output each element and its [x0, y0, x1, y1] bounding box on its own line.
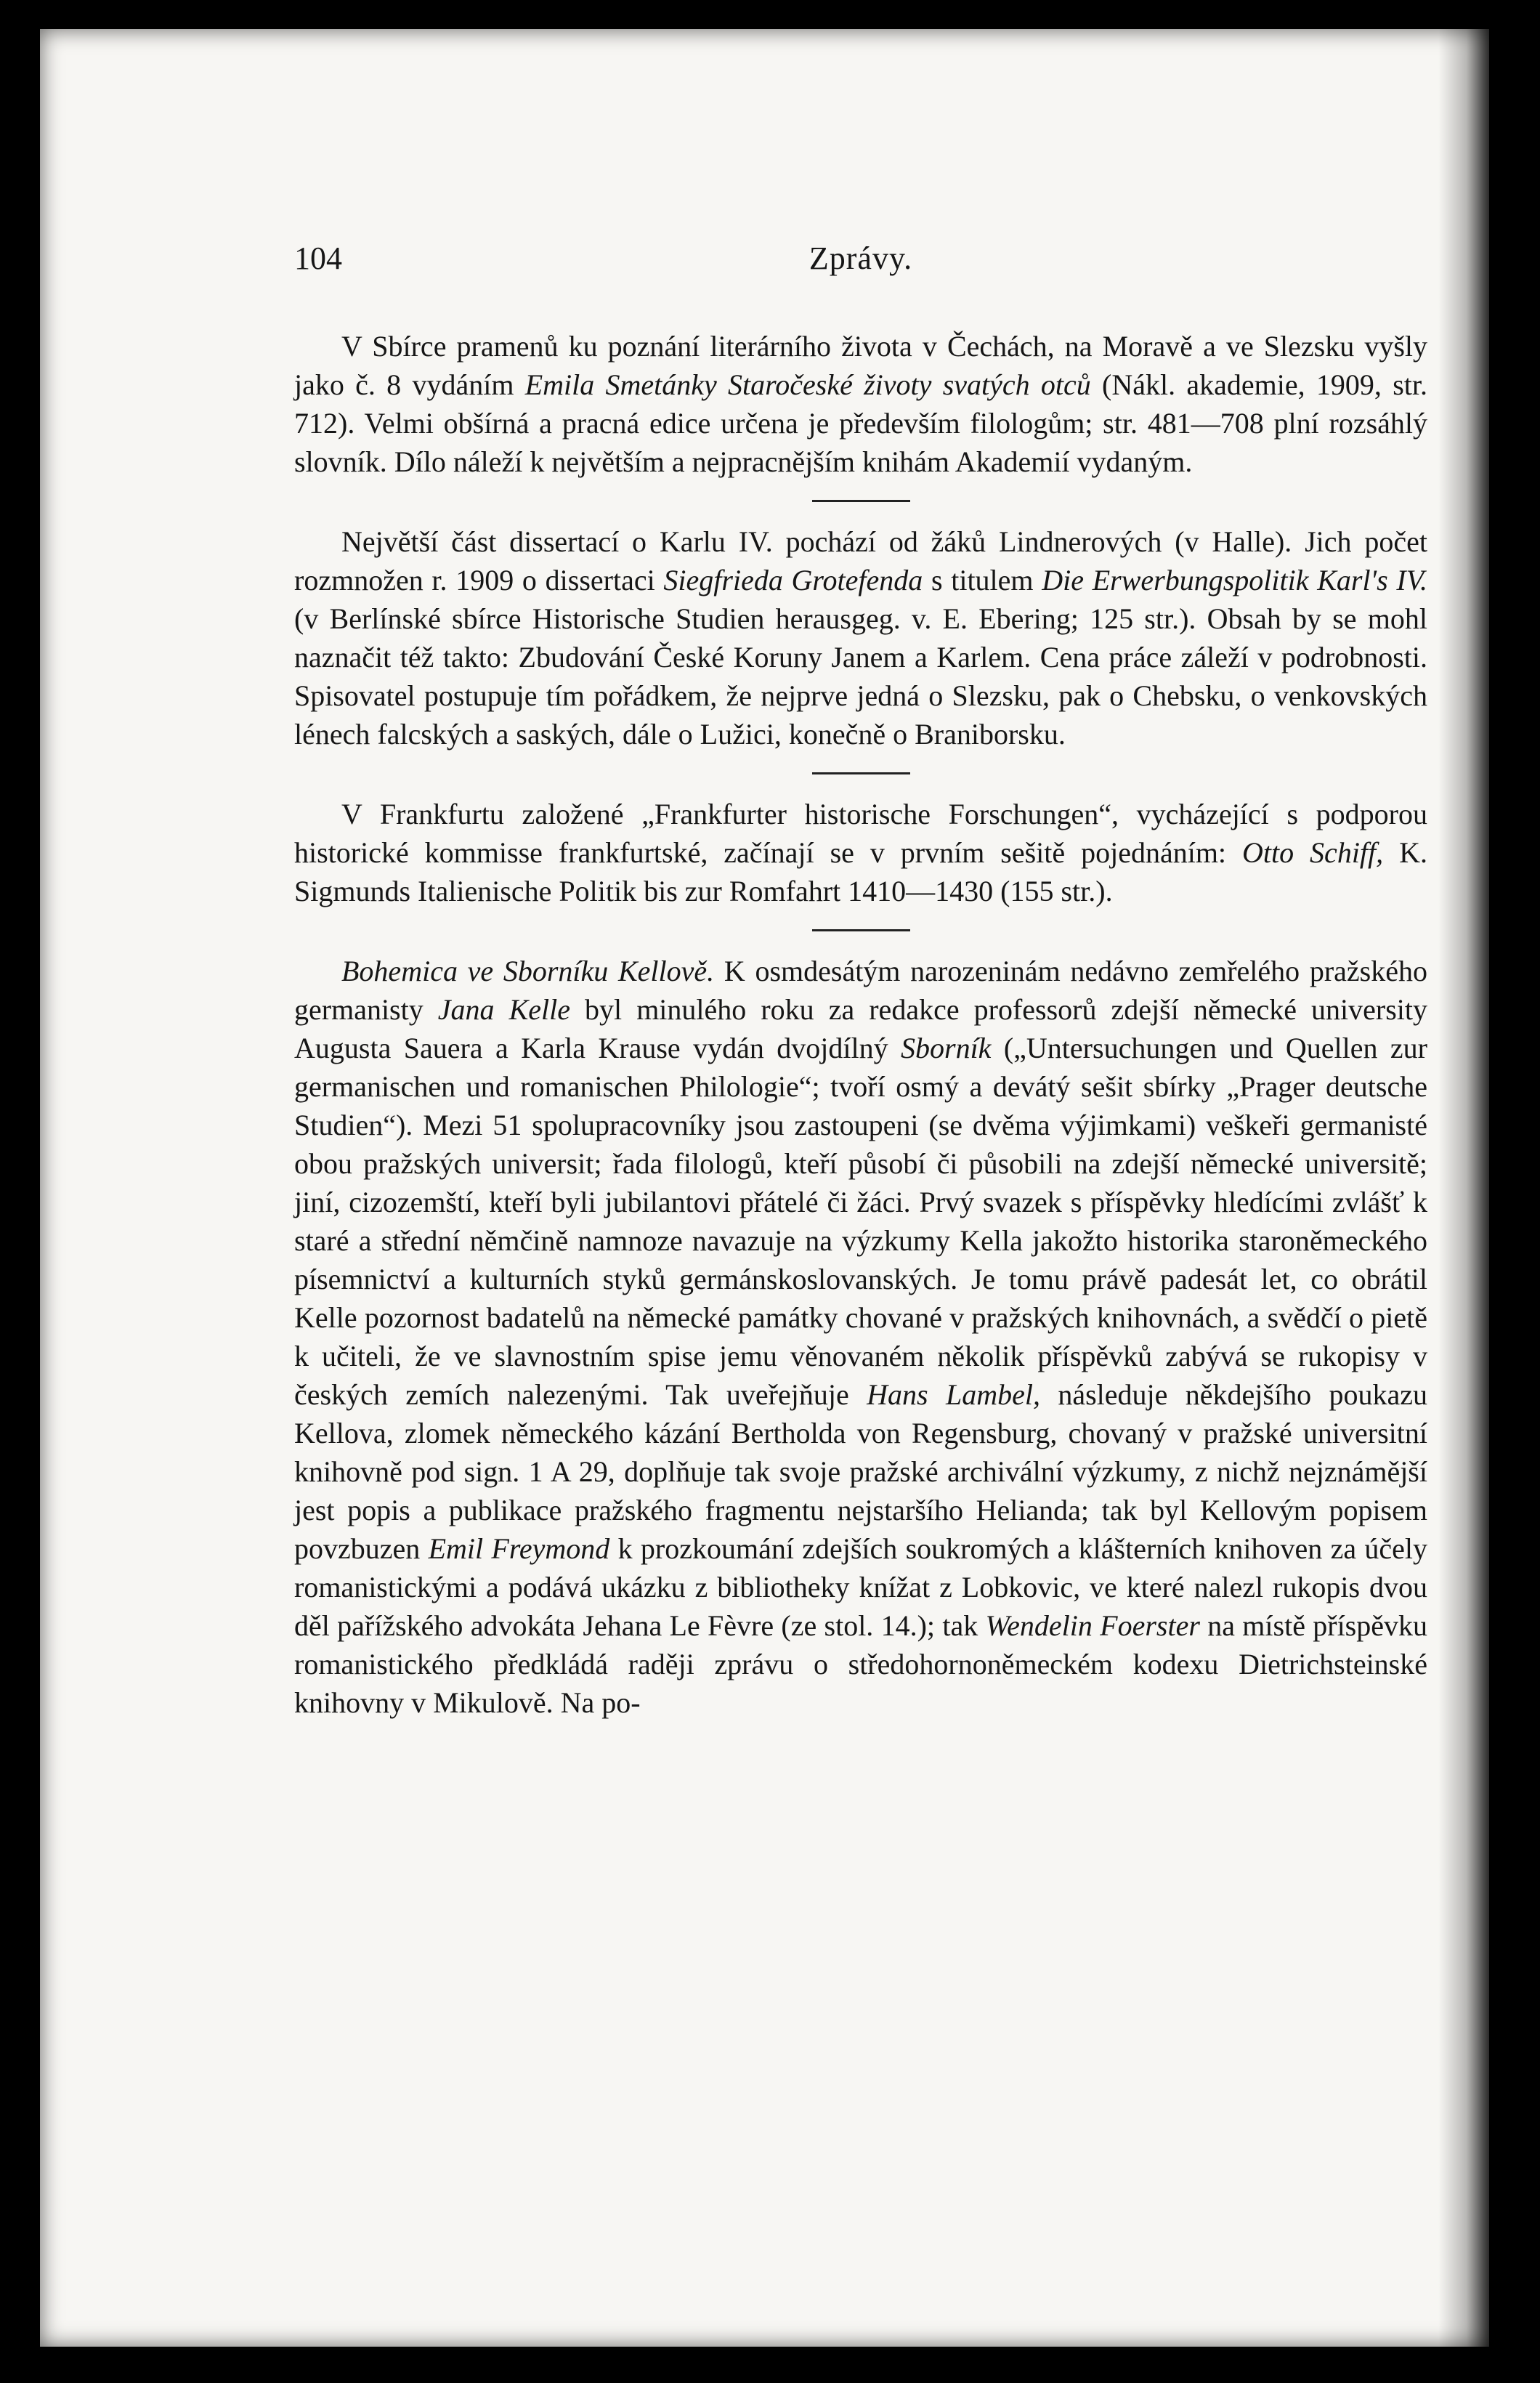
italic-text-segment: Emil Freymond — [428, 1532, 610, 1565]
text-segment: na místě příspěvku romanistického předkládá raději zprávu o středohornoněmeckém kodexu Dietrichsteinské knihovny v Mikulově. Na po- — [294, 1609, 1427, 1719]
italic-text-segment: Jana Kelle — [437, 993, 570, 1026]
text-segment: V Sbírce pramenů ku poznání literárního života v Čechách, na Moravě a ve Slezsku vyšly jako č. 8 vydáním — [294, 330, 1427, 401]
text-segment: Největší část dissertací o Karlu IV. pochází od žáků Lindnerových (v Halle). Jich počet rozmnožen r. 1909 o dissertaci — [294, 525, 1427, 596]
section-divider — [812, 772, 910, 774]
text-segment: V Frankfurtu založené „Frankfurter historische Forschungen“, vycházející s podporou historické kommisse frankfurtské, začínají se v prvním sešitě pojednáním: — [294, 798, 1427, 869]
paragraph-frankfurter-forschungen — [294, 795, 1427, 910]
scanned-page — [40, 29, 1489, 2347]
italic-text-segment: Siegfrieda Grotefenda — [663, 564, 923, 596]
running-head — [294, 240, 1427, 291]
running-title: Zprávy. — [808, 240, 913, 276]
text-segment: (Nákl. akademie, 1909, str. 712). Velmi obšírná a pracná edice určena je především filologům; str. 481—708 plní rozsáhlý slovník. Dílo náleží k největším a nejpracnějším knihám Akademií vydaným. — [294, 368, 1427, 478]
text-segment: byl minulého roku za redakce professorů zdejší německé university Augusta Sauera a Karla Krause vydán dvojdílný — [294, 993, 1427, 1064]
italic-text-segment: Emila Smetánky Staročeské životy svatých otců — [524, 368, 1091, 401]
text-segment: K osmdesátým narozeninám nedávno zemřelého pražského germanisty — [294, 955, 1427, 1026]
text-segment: K. Sigmunds Italienische Politik bis zur Romfahrt 1410—1430 (155 str.). — [294, 836, 1427, 907]
page-edge-shadow — [1438, 29, 1489, 2347]
text-segment: (v Berlínské sbírce Historische Studien herausgeg. v. E. Ebering; 125 str.). Obsah by se mohl naznačit též takto: Zbudování České Koruny Janem a Karlem. Cena práce záleží v podrobnosti. Spisovatel postupuje tím pořádkem, že nejprve jedná o Slezsku, pak o Chebsku, o venkovských lénech falcských a saských, dále o Lužici, konečně o Braniborsku. — [294, 602, 1427, 750]
italic-text-segment: Otto Schiff, — [1242, 836, 1384, 869]
italic-text-segment: Wendelin Foerster — [985, 1609, 1200, 1642]
italic-text-segment: Die Erwerbungspolitik Karl's IV. — [1042, 564, 1427, 596]
paragraph-sbirka-pramenu — [294, 327, 1427, 481]
paragraph-karel-iv-dissertace — [294, 522, 1427, 753]
italic-text-segment: Sborník — [901, 1032, 992, 1064]
text-segment: s titulem — [923, 564, 1042, 596]
text-segment: k prozkoumání zdejších soukromých a klášterních knihoven za účely romanistickými a podává ukázku z bibliotheky knížat z Lobkovic, ve které nalezl rukopis dvou děl pařížského advokáta Jehana Le Fèvre (ze stol. 14.); tak — [294, 1532, 1427, 1642]
text-segment: („Untersuchungen und Quellen zur germanischen und romanischen Philologie“; tvoří osmý a devátý sešit sbírky „Prager deutsche Studien“). Mezi 51 spolupracovníky jsou zastoupeni (se dvěma výjimkami) veškeři germanisté obou pražských universit; řada filologů, kteří působí či působili na zdejší německé universitě; jiní, cizozemští, kteří byli jubilantovi přátelé či žáci. Prvý svazek s příspěvky hledícími zvlášť k staré a střední němčině namnoze navazuje na výzkumy Kella jakožto historika staroněmeckého písemnictví a kulturních styků germánskoslovanských. Je tomu právě padesát let, co obrátil Kelle pozornost badatelů na německé památky chované v pražských knihovnách, a svědčí o pietě k učiteli, že ve slavnostním spise jemu věnovaném několik příspěvků zabývá se rukopisy v českých zemích nalezenými. Tak uveřejňuje — [294, 1032, 1428, 1411]
paragraph-bohemica-kelle — [294, 952, 1427, 1722]
page-content — [294, 240, 1427, 1722]
section-divider — [812, 500, 910, 502]
italic-text-segment: Hans Lambel, — [867, 1378, 1040, 1411]
text-segment: následuje někdejšího poukazu Kellova, zlomek německého kázání Bertholda von Regensburg, chovaný v pražské universitní knihovně pod sign. 1 A 29, doplňuje tak svoje pražské archivální výzkumy, z nichž nejznámější jest popis a publikace pražského fragmentu nejstaršího Heliandа; tak byl Kellovým popisem povzbuzen — [294, 1378, 1427, 1565]
italic-text-segment: Bohemica ve Sborníku Kellově. — [341, 955, 715, 987]
page-number: 104 — [294, 240, 342, 276]
section-divider — [812, 929, 910, 931]
